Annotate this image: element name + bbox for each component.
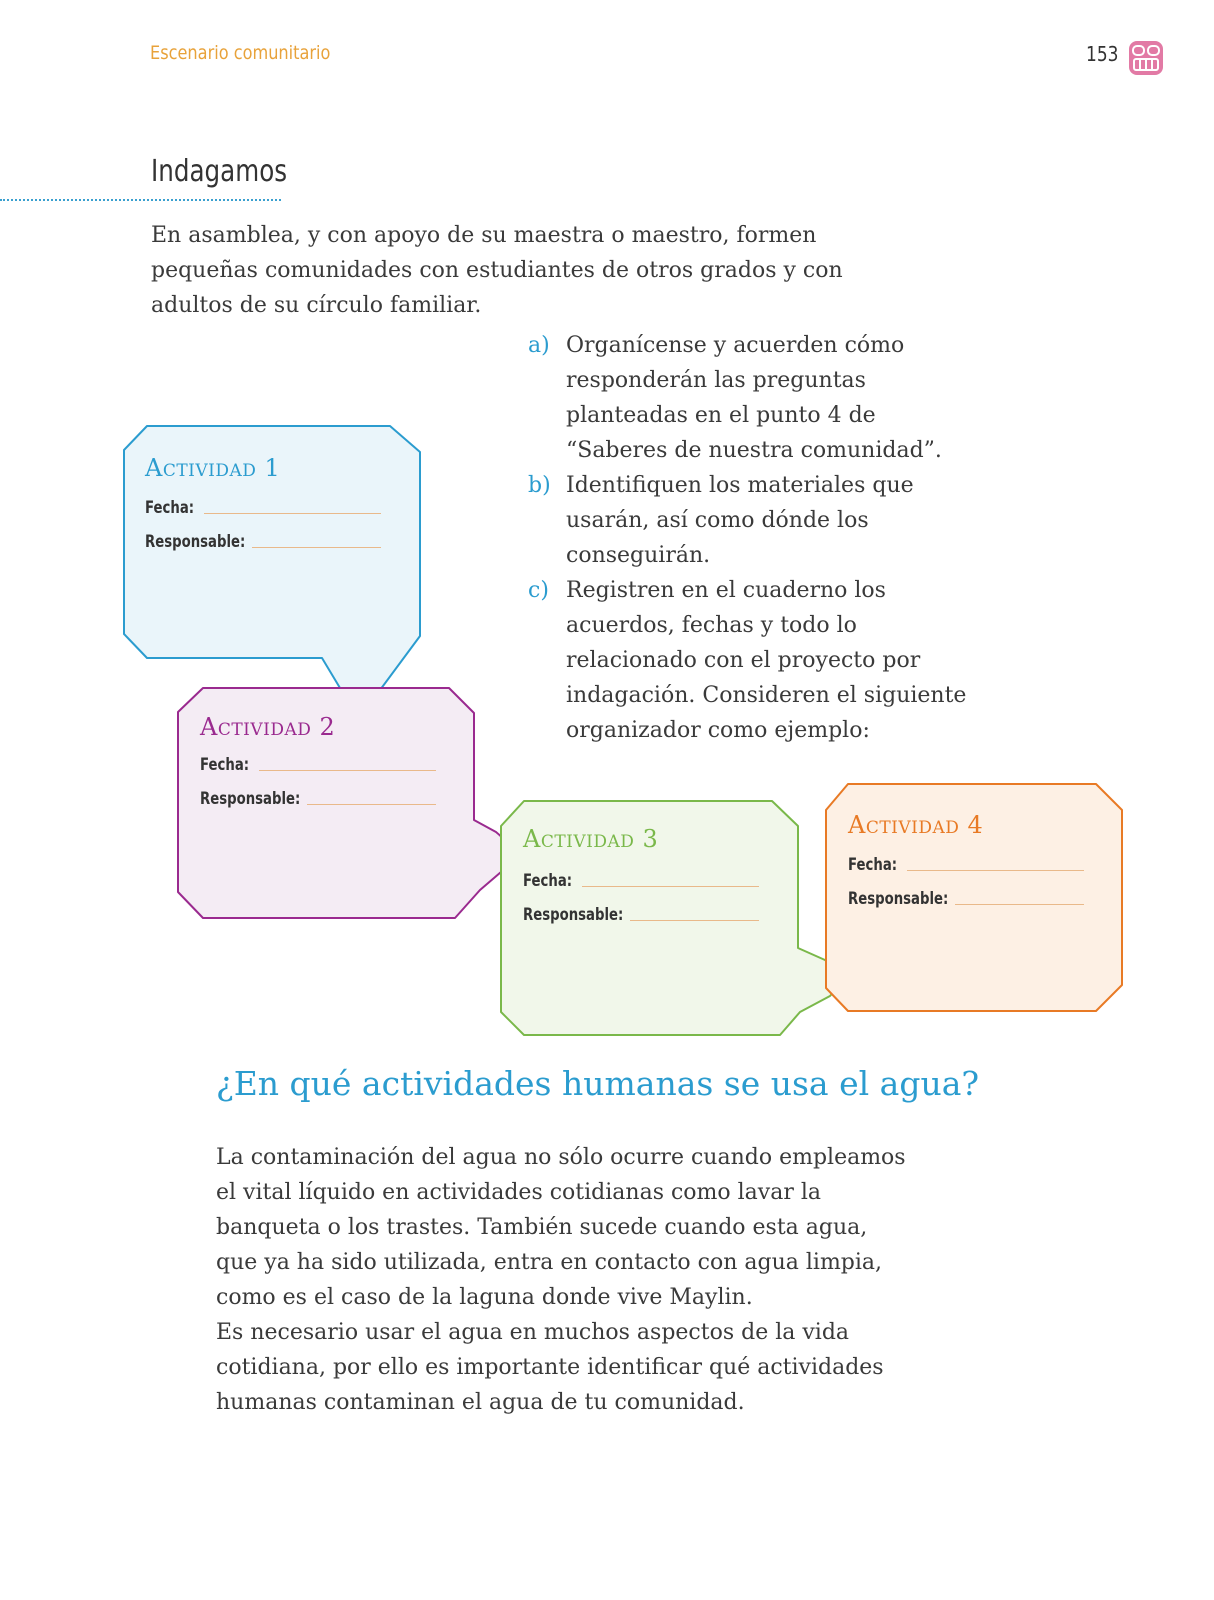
- step-line: acuerdos, fechas y todo lo: [566, 613, 857, 638]
- paragraph-line: que ya ha sido utilizada, entra en contacto con agua limpia,: [216, 1250, 883, 1275]
- activity-4-title: Actividad 4: [848, 811, 984, 839]
- question-heading: ¿En qué actividades humanas se usa el agua?: [216, 1064, 980, 1103]
- owner-field: [523, 905, 759, 925]
- intro-line: adultos de su círculo familiar.: [151, 293, 482, 318]
- date-label: Fecha:: [145, 498, 195, 518]
- date-line[interactable]: [582, 886, 759, 887]
- date-label: Fecha:: [848, 855, 898, 875]
- step-line: usarán, así como dónde los: [566, 508, 869, 533]
- activity-3-title: Actividad 3: [523, 825, 659, 853]
- owner-line[interactable]: [252, 547, 381, 548]
- step-line: “Saberes de nuestra comunidad”.: [566, 438, 942, 463]
- paragraph-line: Es necesario usar el agua en muchos aspectos de la vida: [216, 1320, 850, 1345]
- owner-line[interactable]: [307, 804, 436, 805]
- activity-1-card: [145, 454, 381, 552]
- step-line: relacionado con el proyecto por: [566, 648, 921, 673]
- date-field: [145, 498, 381, 518]
- activity-2-card: [200, 713, 436, 809]
- owner-label: Responsable:: [848, 889, 949, 909]
- step-line: responderán las preguntas: [566, 368, 866, 393]
- date-field: [200, 755, 436, 775]
- activity-2-title: Actividad 2: [200, 713, 336, 741]
- step-marker: c): [528, 578, 549, 603]
- step-line: conseguirán.: [566, 543, 711, 568]
- section-header-label: Escenario comunitario: [150, 42, 331, 64]
- owner-label: Responsable:: [145, 532, 246, 552]
- date-line[interactable]: [204, 513, 381, 514]
- step-line: Organícense y acuerden cómo: [566, 333, 905, 358]
- paragraph-line: el vital líquido en actividades cotidianas como lavar la: [216, 1180, 821, 1205]
- owner-label: Responsable:: [523, 905, 624, 925]
- intro-line: En asamblea, y con apoyo de su maestra o maestro, formen: [151, 223, 817, 248]
- intro-line: pequeñas comunidades con estudiantes de otros grados y con: [151, 258, 843, 283]
- paragraph-line: cotidiana, por ello es importante identificar qué actividades: [216, 1355, 884, 1380]
- paragraph-line: como es el caso de la laguna donde vive Maylin.: [216, 1285, 753, 1310]
- date-line[interactable]: [259, 770, 436, 771]
- owner-line[interactable]: [955, 904, 1084, 905]
- step-line: Identifiquen los materiales que: [566, 473, 914, 498]
- owner-field: [200, 789, 436, 809]
- step-line: Registren en el cuaderno los: [566, 578, 886, 603]
- section-title: Indagamos: [151, 154, 288, 189]
- step-marker: a): [528, 333, 550, 358]
- date-label: Fecha:: [523, 871, 573, 891]
- owner-line[interactable]: [630, 920, 759, 921]
- owner-label: Responsable:: [200, 789, 301, 809]
- date-line[interactable]: [907, 870, 1084, 871]
- date-field: [848, 855, 1084, 875]
- paragraph-line: banqueta o los trastes. También sucede cuando esta agua,: [216, 1215, 868, 1240]
- step-marker: b): [528, 473, 551, 498]
- step-line: organizador como ejemplo:: [566, 718, 870, 743]
- date-field: [523, 871, 759, 891]
- step-line: planteadas en el punto 4 de: [566, 403, 876, 428]
- page-number: 153: [1086, 42, 1119, 66]
- paragraph-line: La contaminación del agua no sólo ocurre cuando empleamos: [216, 1145, 906, 1170]
- step-line: indagación. Consideren el siguiente: [566, 683, 967, 708]
- date-label: Fecha:: [200, 755, 250, 775]
- activity-3-card: [523, 825, 759, 925]
- owner-field: [848, 889, 1084, 909]
- owner-field: [145, 532, 381, 552]
- question-paragraph: [216, 1140, 1016, 1420]
- paragraph-line: humanas contaminan el agua de tu comunidad.: [216, 1390, 745, 1415]
- activity-4-card: [848, 811, 1084, 909]
- activity-1-title: Actividad 1: [145, 454, 281, 482]
